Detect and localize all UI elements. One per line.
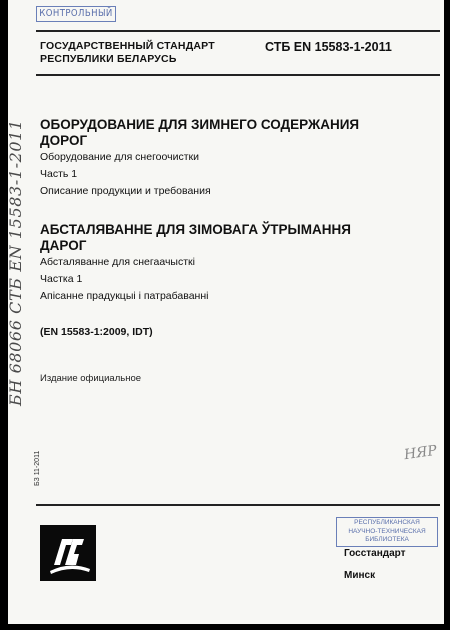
title-by-line-2: ДАРОГ — [40, 238, 87, 253]
library-stamp-line-1: РЕСПУБЛИКАНСКАЯ — [354, 519, 420, 526]
title-ru-line-1: ОБОРУДОВАНИЕ ДЛЯ ЗИМНЕГО СОДЕРЖАНИЯ — [40, 117, 360, 132]
publisher: Госстандарт — [344, 548, 406, 559]
authority-line-1: ГОСУДАРСТВЕННЫЙ СТАНДАРТ — [40, 40, 215, 52]
en-reference: (EN 15583-1:2009, IDT) — [40, 326, 153, 338]
subtitle-russian: Оборудование для снегоочистки — [40, 151, 199, 163]
description-russian: Описание продукции и требования — [40, 185, 211, 197]
standard-code: СТБ EN 15583-1-2011 — [265, 40, 392, 54]
handwritten-registration-note: БН 68066 СТБ EN 15583-1-2011 — [6, 119, 25, 406]
standard-authority — [40, 40, 215, 66]
vertical-catalog-code: БЗ 11-2011 — [34, 450, 41, 486]
handwritten-initials: НЯР — [403, 442, 438, 464]
part-belarusian: Частка 1 — [40, 273, 83, 285]
stb-logo-icon — [40, 525, 96, 581]
edition-note: Издание официальное — [40, 373, 142, 384]
header-rule — [36, 74, 440, 76]
top-rule — [36, 30, 440, 32]
library-stamp-line-3: БИБЛИОТЕКА — [365, 536, 409, 543]
library-stamp — [336, 517, 438, 547]
title-by-line-1: АБСТАЛЯВАННЕ ДЛЯ ЗІМОВАГА ЎТРЫМАННЯ — [40, 222, 351, 237]
subtitle-belarusian: Абсталяванне для снегаачысткі — [40, 256, 195, 268]
document-page — [8, 0, 444, 624]
title-belarusian — [40, 222, 420, 254]
publisher-city: Минск — [344, 570, 376, 581]
authority-line-2: РЕСПУБЛИКИ БЕЛАРУСЬ — [40, 53, 177, 65]
title-russian — [40, 117, 420, 149]
control-stamp: КОНТРОЛЬНЫЙ — [36, 6, 116, 22]
footer-rule — [36, 504, 440, 506]
title-ru-line-2: ДОРОГ — [40, 133, 88, 148]
part-russian: Часть 1 — [40, 168, 78, 180]
description-belarusian: Апісанне прадукцыі і патрабаванні — [40, 290, 209, 302]
library-stamp-line-2: НАУЧНО-ТЕХНИЧЕСКАЯ — [348, 527, 426, 535]
